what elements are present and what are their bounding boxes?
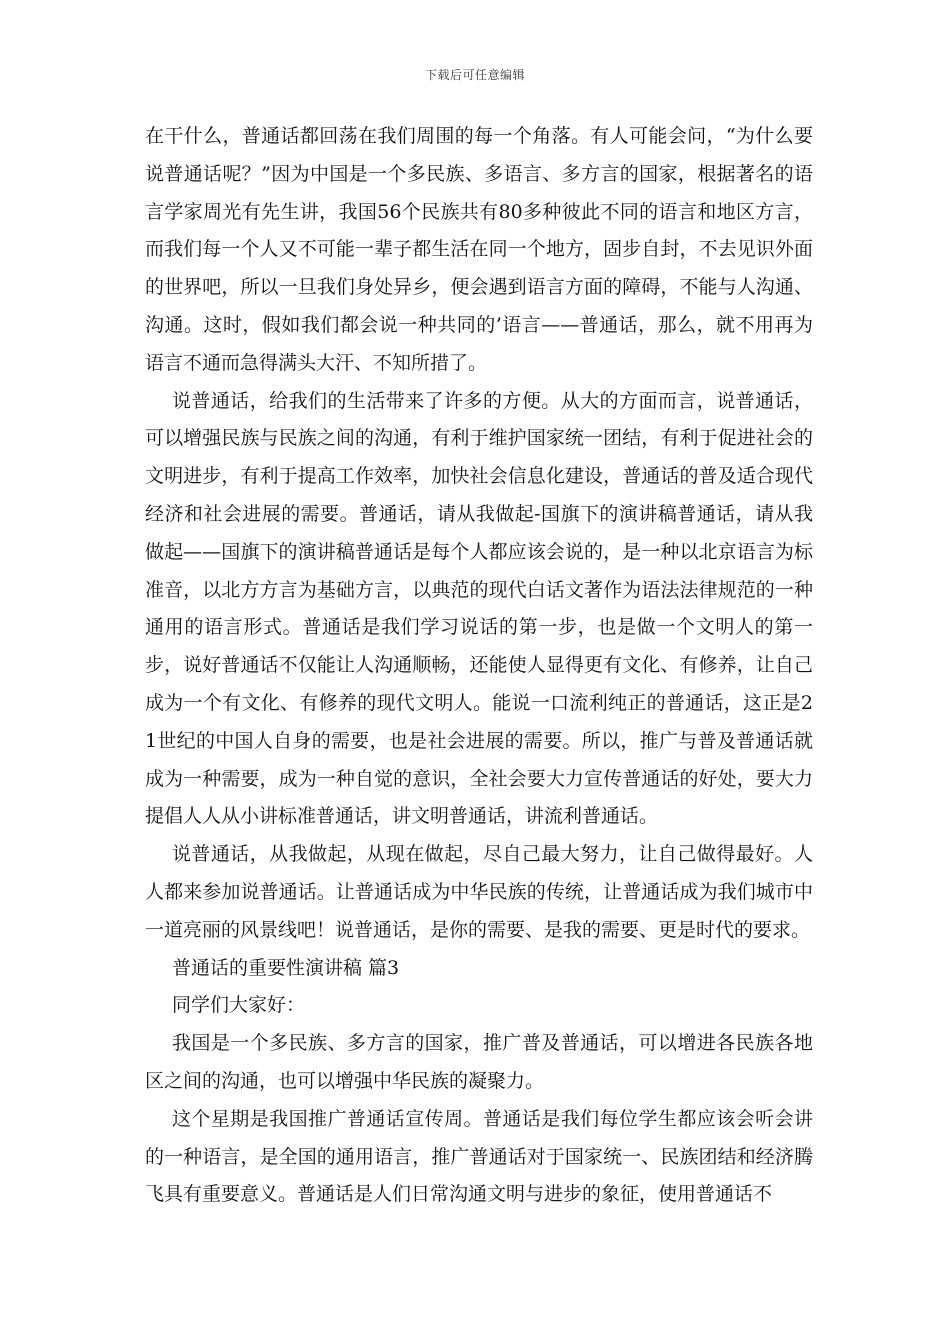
paragraph-5: 这个星期是我国推广普通话宣传周。普通话是我们每位学生都应该会听会讲的一种语言，是全国的通用语言，推广普通话对于国家统一、民族团结和经济腾飞具有重要意义。普通话是人们日常沟通文明与进步的象征，使用普通话不 [145, 1107, 813, 1206]
document-body [145, 118, 813, 1214]
section-heading: 普通话的重要性演讲稿 篇3 [172, 956, 400, 979]
paragraph-1: 在干什么，普通话都回荡在我们周围的每一个角落。有人可能会问，“为什么要说普通话呢？”因为中国是一个多民族、多语言、多方言的国家，根据著名的语言学家周光有先生讲，我国56个民族共有80多种彼此不同的语言和地区方言，而我们每一个人又不可能一辈子都生活在同一个地方，固步自封，不去见识外面的世界吧，所以一旦我们身处异乡，便会遇到语言方面的障碍，不能与人沟通、沟通。这时，假如我们都会说一种共同的’语言——普通话，那么，就不用再为语言不通而急得满头大汗、不知所措了。 [145, 125, 813, 374]
greeting: 同学们大家好： [172, 994, 306, 1017]
paragraph-2: 说普通话，给我们的生活带来了许多的方便。从大的方面而言，说普通话，可以增强民族与民族之间的沟通，有利于维护国家统一团结，有利于促进社会的文明进步，有利于提高工作效率，加快社会信息化建设，普通话的普及适合现代经济和社会进展的需要。普通话，请从我做起-国旗下的演讲稿普通话，请从我做起——国旗下的演讲稿普通话是每个人都应该会说的，是一种以北京语言为标准音，以北方方言为基础方言，以典范的现代白话文著作为语法法律规范的一种通用的语言形式。普通话是我们学习说话的第一步，也是做一个文明人的第一步，说好普通话不仅能让人沟通顺畅，还能使人显得更有文化、有修养，让自己成为一个有文化、有修养的现代文明人。能说一口流利纯正的普通话，这正是21世纪的中国人自身的需要，也是社会进展的需要。所以，推广与普及普通话就成为一种需要，成为一种自觉的意识，全社会要大力宣传普通话的好处，要大力提倡人人从小讲标准普通话，讲文明普通话，讲流利普通话。 [145, 389, 813, 828]
paragraph-4: 我国是一个多民族、多方言的国家，推广普及普通话，可以增进各民族各地区之间的沟通，也可以增强中华民族的凝聚力。 [145, 1032, 813, 1092]
page-header: 下载后可任意编辑 [424, 68, 525, 82]
paragraph-3: 说普通话，从我做起，从现在做起，尽自己最大努力，让自己做得最好。人人都来参加说普通话。让普通话成为中华民族的传统，让普通话成为我们城市中一道亮丽的风景线吧！说普通话，是你的需要、是我的需要、更是时代的要求。 [145, 843, 813, 941]
